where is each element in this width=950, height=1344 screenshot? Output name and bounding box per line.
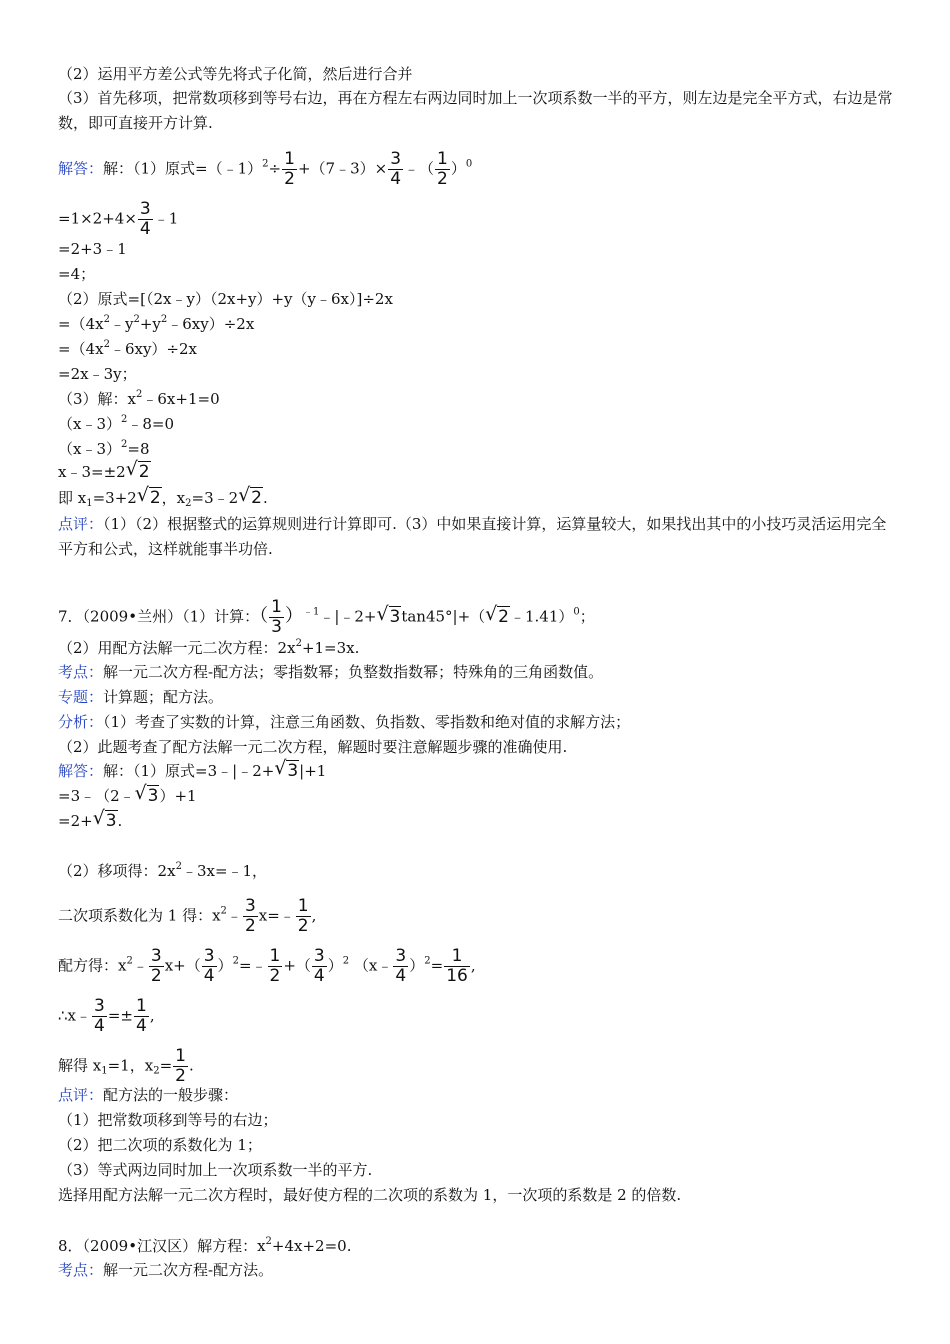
- sqrt-three: √ 3: [378, 607, 402, 627]
- analysis-line-2: （2）运用平方差公式等先将式子化简，然后进行合并: [58, 65, 413, 83]
- answer-line-1: 解答：解：（1）原式=（﹣1）$^2$÷ $\frac{1}{2}$ +（7﹣3）× $\frac{3}{4}$ ﹣（ $\frac{1}{2}$ ）$^0$: [58, 149, 473, 189]
- q7-answer-1: 解答：解：（1）原式=3﹣|﹣2+√ 3|+1: [58, 761, 326, 781]
- answer-line-8: =2x﹣3y；: [58, 365, 137, 383]
- q7-comment-3: （3）等式两边同时加上一次项系数一半的平方.: [58, 1161, 373, 1179]
- q7-zhuanti: 专题：计算题；配方法。: [58, 688, 224, 706]
- fraction-three-halves: $\frac{3}{2}$: [244, 896, 256, 936]
- sqrt-three: √ 3: [275, 761, 299, 781]
- fraction-one-half: $\frac{1}{2}$: [437, 149, 448, 189]
- q7-kaodian: 考点：解一元二次方程-配方法；零指数幂；负整数指数幂；特殊角的三角函数值。: [58, 663, 604, 681]
- fraction-three-quarters: $\frac{3}{4}$: [203, 946, 215, 986]
- fraction-one-half: $\frac{1}{2}$: [297, 896, 309, 936]
- fraction-one-half: $\frac{1}{2}$: [175, 1046, 186, 1086]
- comment-label: 点评：: [58, 515, 104, 533]
- q7-answer-7: ∴x﹣ $\frac{3}{4}$ =± $\frac{1}{4}$ ,: [58, 996, 155, 1036]
- q7-fenxi-2: （2）此题考查了配方法解一元二次方程，解题时要注意解题步骤的准确使用.: [58, 738, 568, 756]
- q8-heading: 8．（2009•江汉区）解方程：$x^2+4x+2=0$.: [58, 1236, 352, 1255]
- fraction-one-half: $\frac{1}{2}$: [284, 149, 295, 189]
- q7-comment-0: 点评：配方法的一般步骤：: [58, 1086, 239, 1104]
- q8-kaodian: 考点：解一元二次方程-配方法。: [58, 1261, 274, 1279]
- answer-line-12: x﹣3=±2√ 2: [58, 462, 151, 482]
- q7-answer-3: =2+√ 3.: [58, 811, 122, 831]
- q7-answer-4: （2）移项得：$2x^2﹣3x=﹣1$，: [58, 861, 268, 880]
- answer-label: 解答：: [58, 159, 104, 178]
- fraction-three-halves: $\frac{3}{2}$: [150, 946, 162, 986]
- fraction-three-quarters: $\frac{3}{4}$: [313, 946, 325, 986]
- sqrt-two: √ 2: [486, 607, 510, 627]
- fenxi-label: 分析：: [58, 713, 104, 731]
- analysis-line-3: （3）首先移项，把常数项移到等号右边，再在方程左右两边同时加上一次项系数一半的平方，则左边是完全平方式，右边是常数，即可直接开方计算.: [58, 89, 893, 132]
- answer-line-2: =1×2+4× $\frac{3}{4}$ ﹣1: [58, 199, 179, 239]
- kaodian-label: 考点：: [58, 1261, 104, 1279]
- zhuanti-label: 专题：: [58, 688, 104, 706]
- q7-comment-1: （1）把常数项移到等号的右边；: [58, 1111, 278, 1129]
- fraction-three-quarters: $\frac{3}{4}$: [139, 199, 151, 239]
- answer-line-9: （3）解：$x^2﹣6x+1=0$: [58, 389, 220, 408]
- sqrt-two: √ 2: [239, 488, 263, 508]
- fraction-one-sixteenth: $\frac{1}{16}$: [446, 946, 468, 986]
- q7-part2: （2）用配方法解一元二次方程：$2x^2+1=3x$.: [58, 638, 360, 657]
- answer-line-10: （x﹣3）$^2$﹣8=0: [58, 414, 175, 433]
- q7-fenxi-1: 分析：（1）考查了实数的计算，注意三角函数、负指数、零指数和绝对值的求解方法；: [58, 713, 631, 731]
- answer-line-13: 即 $x_1=3+2√$ 2，$x_2=3﹣2√$ 2.: [58, 488, 268, 508]
- q7-comment-2: （2）把二次项的系数化为 1；: [58, 1136, 262, 1154]
- answer-line-5: （2）原式=[（2x﹣y）（2x+y）+y（y﹣6x）]÷2x: [58, 290, 393, 308]
- fraction-three-quarters: $\frac{3}{4}$: [395, 946, 407, 986]
- sqrt-three: √ 3: [136, 786, 160, 806]
- sqrt-three: √ 3: [94, 811, 118, 831]
- q7-comment-4: 选择用配方法解一元二次方程时，最好使方程的二次项的系数为 1，一次项的系数是 2 的倍数.: [58, 1186, 682, 1204]
- fraction-one-half: $\frac{1}{2}$: [269, 946, 281, 986]
- sqrt-two: √ 2: [138, 488, 162, 508]
- answer-line-11: （x﹣3）$^2$=8: [58, 439, 150, 458]
- fraction-three-quarters: $\frac{3}{4}$: [94, 996, 105, 1036]
- kaodian-label: 考点：: [58, 663, 104, 681]
- answer-line-3: =2+3﹣1: [58, 240, 127, 258]
- fraction-one-third: $\frac{1}{3}$: [271, 597, 282, 637]
- q7-answer-5: 二次项系数化为 1 得：$x^2﹣$ $\frac{3}{2}$ x=﹣ $\frac{1}{2}$ ,: [58, 896, 317, 936]
- q7-answer-8: 解得 $x_1=1$，$x_2=$ $\frac{1}{2}$ .: [58, 1046, 194, 1086]
- comment-label: 点评：: [58, 1086, 104, 1104]
- q7-answer-2: =3﹣（2﹣√ 3）+1: [58, 786, 197, 806]
- comment-paragraph: 点评：（1）（2）根据整式的运算规则进行计算即可.（3）中如果直接计算，运算量较大，如果找出其中的小技巧灵活运用完全平方和公式，这样就能事半功倍.: [58, 515, 887, 558]
- q7-heading: 7．（2009•兰州）（1）计算：（ $\frac{1}{3}$ ）$^{﹣1}$﹣|﹣2+√ 3tan45°|+（√ 2﹣1.41）$^0$；: [58, 598, 595, 637]
- answer-line-4: =4；: [58, 265, 96, 283]
- q7-answer-6: 配方得：$x^2﹣$ $\frac{3}{2}$ x+（ $\frac{3}{4}$ ）$^2$=﹣ $\frac{1}{2}$ +（ $\frac{3}{4}$ ）$^2$ （x﹣ $\frac{3}{4}$ ）$^2$= $\frac{1}{16}$ ,: [58, 946, 476, 986]
- answer-label: 解答：: [58, 762, 104, 780]
- fraction-one-quarter: $\frac{1}{4}$: [135, 996, 147, 1036]
- fraction-three-quarters: $\frac{3}{4}$: [390, 149, 402, 189]
- answer-line-7: $=(4x^2﹣6xy)\div 2x$: [58, 339, 198, 358]
- sqrt-two: √ 2: [127, 462, 151, 482]
- answer-line-6: $=(4x^2﹣y^2+y^2﹣6xy)\div 2x$: [58, 314, 255, 333]
